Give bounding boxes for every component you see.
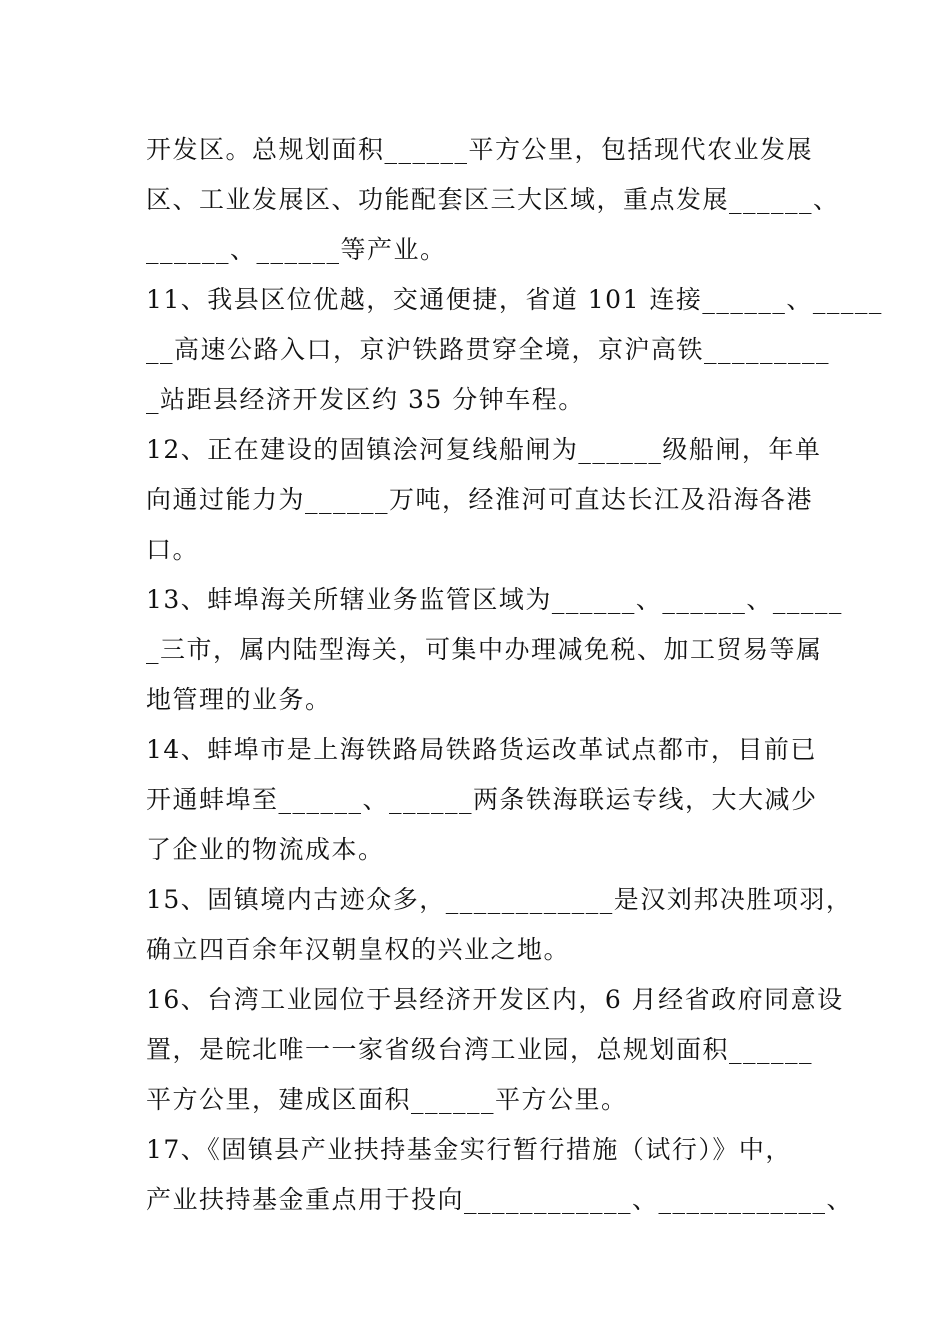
text-line: _站距县经济开发区约 35 分钟车程。 <box>146 385 585 414</box>
text-line: 区、工业发展区、功能配套区三大区域，重点发展______、 <box>146 185 840 214</box>
question-11-line: 11、我县区位优越，交通便捷，省道 101 连接______、_____ <box>146 285 883 314</box>
text-line: 口。 <box>146 535 200 564</box>
text-line: 产业扶持基金重点用于投向____________、____________、 <box>146 1185 854 1214</box>
text-line: 置，是皖北唯一一家省级台湾工业园，总规划面积______ <box>146 1035 814 1064</box>
question-16-line: 16、台湾工业园位于县经济开发区内，6 月经省政府同意设 <box>146 985 844 1014</box>
text-line: 向通过能力为______万吨，经淮河可直达长江及沿海各港 <box>146 485 814 514</box>
text-line: 开通蚌埠至______、______两条铁海联运专线，大大减少 <box>146 785 818 814</box>
question-12-line: 12、正在建设的固镇浍河复线船闸为______级船闸，年单 <box>146 435 822 464</box>
question-14-line: 14、蚌埠市是上海铁路局铁路货运改革试点都市，目前已 <box>146 735 817 764</box>
text-line: 地管理的业务。 <box>146 685 332 714</box>
question-15-line: 15、固镇境内古迹众多，____________是汉刘邦决胜项羽， <box>146 885 853 914</box>
text-line: 平方公里，建成区面积______平方公里。 <box>146 1085 628 1114</box>
text-line: _三市，属内陆型海关，可集中办理减免税、加工贸易等属 <box>146 635 823 664</box>
text-line: 确立四百余年汉朝皇权的兴业之地。 <box>146 935 571 964</box>
text-line: 了企业的物流成本。 <box>146 835 385 864</box>
text-line: __高速公路入口，京沪铁路贯穿全境，京沪高铁_________ <box>146 335 831 364</box>
text-line: 开发区。总规划面积______平方公里，包括现代农业发展 <box>146 135 814 164</box>
question-17-line: 17、《固镇县产业扶持基金实行暂行措施（试行）》中， <box>146 1135 792 1164</box>
question-13-line: 13、蚌埠海关所辖业务监管区域为______、______、_____ <box>146 585 843 614</box>
text-line: ______、______等产业。 <box>146 235 447 264</box>
